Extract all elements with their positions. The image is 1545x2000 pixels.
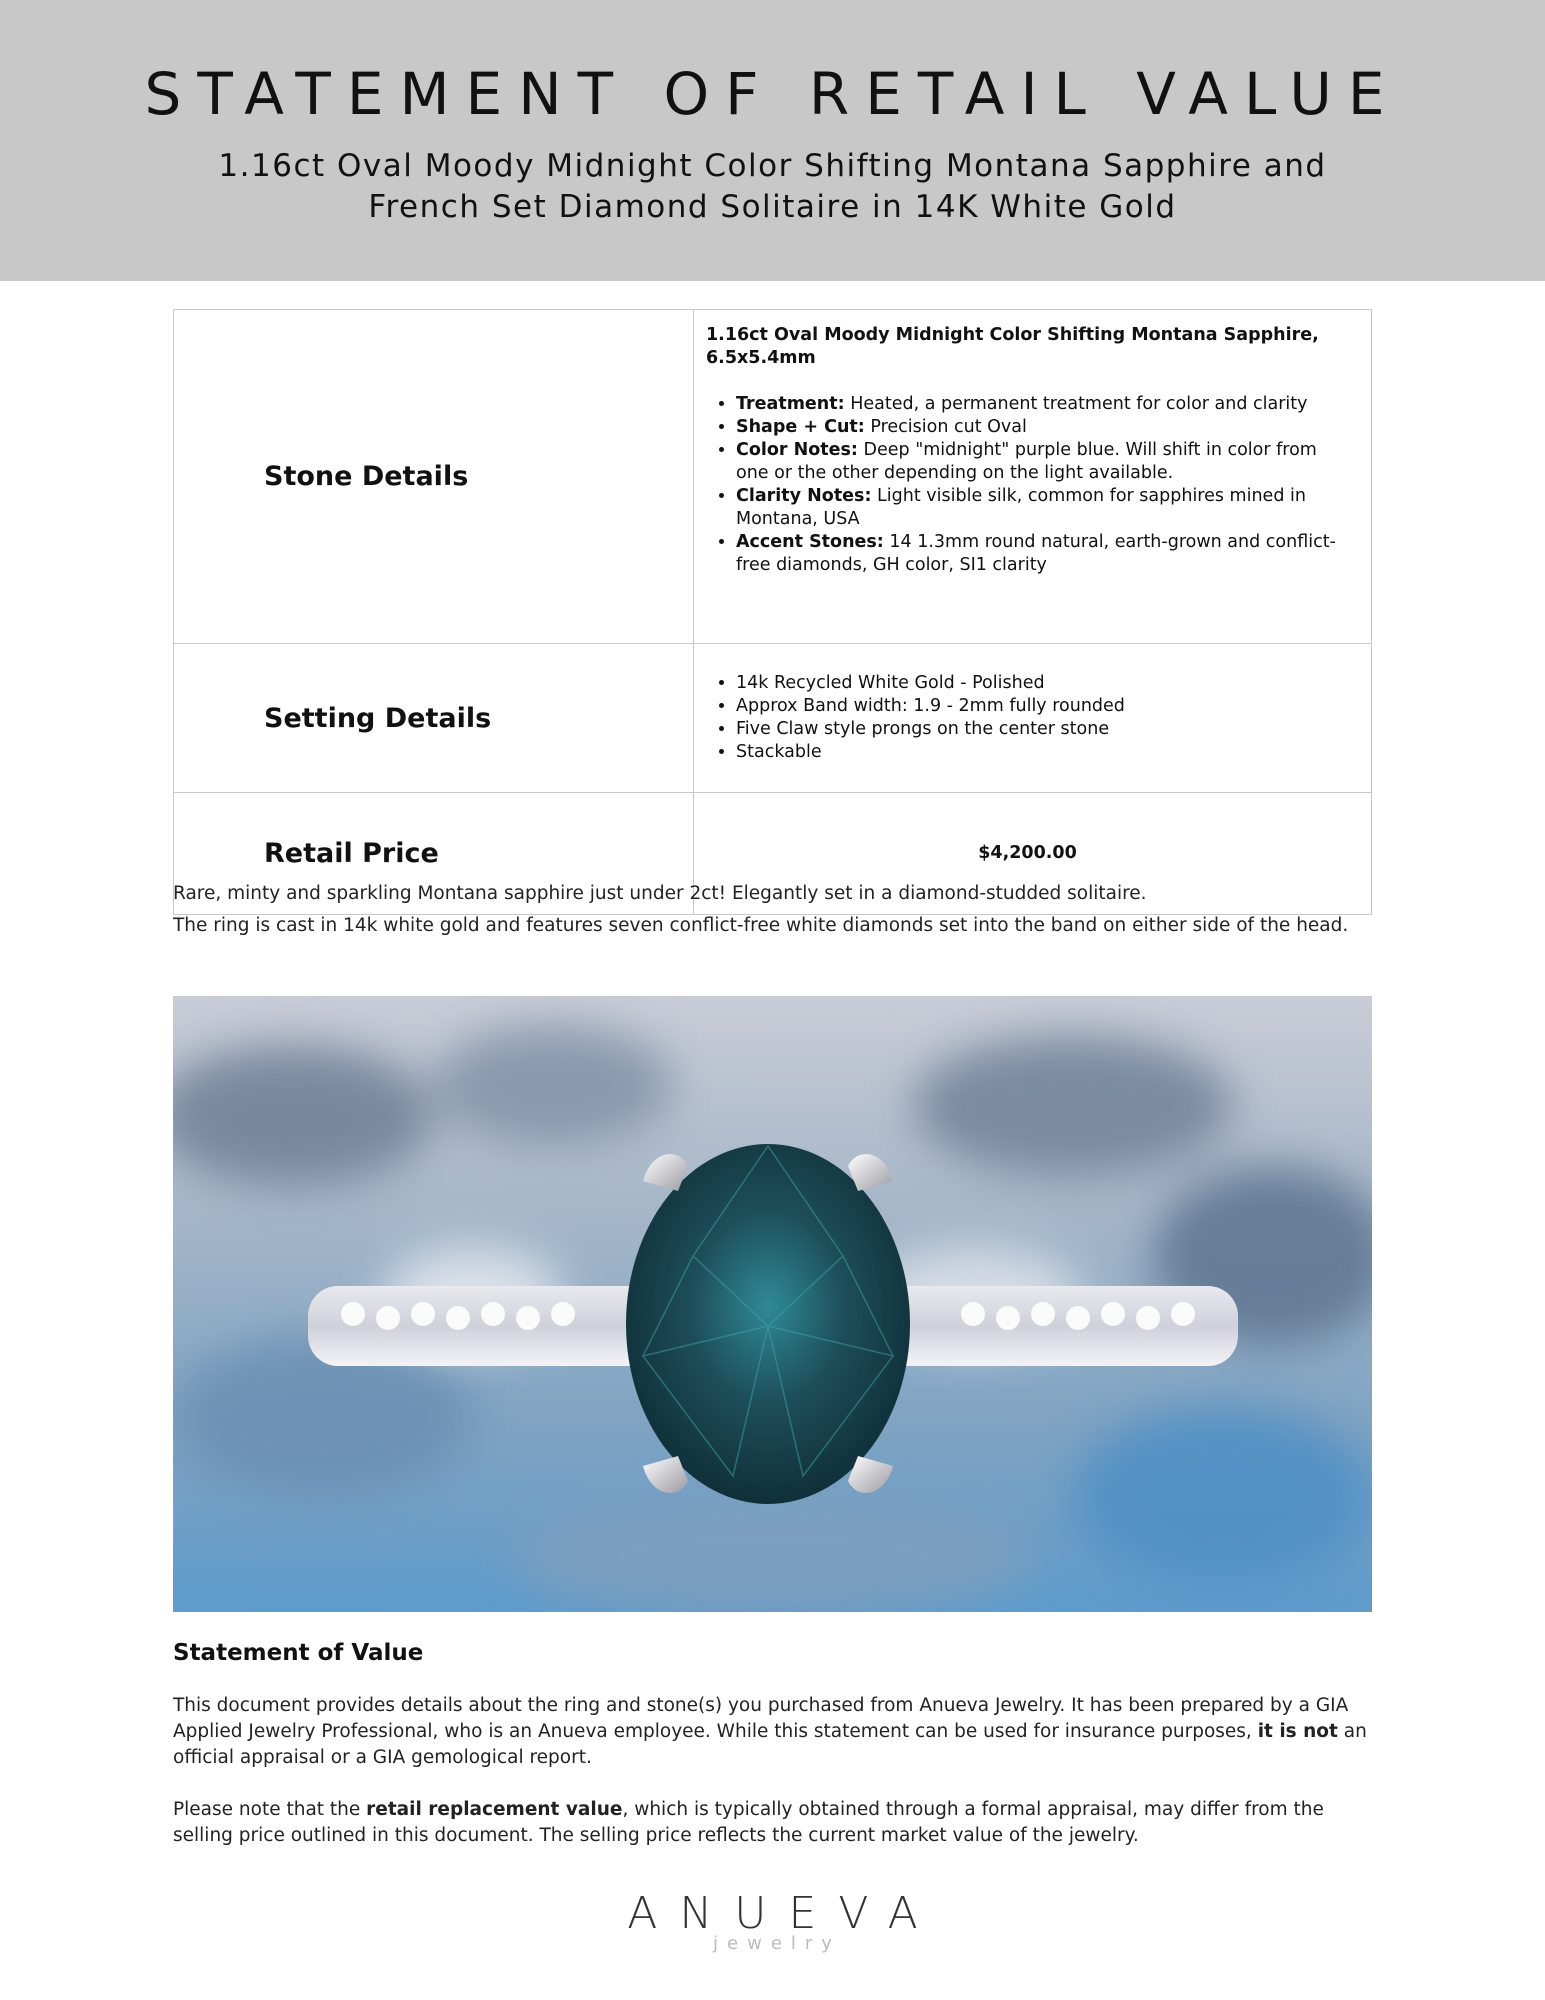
- setting-details-label: Setting Details: [264, 702, 492, 734]
- stone-detail-label: Accent Stones:: [736, 532, 884, 552]
- setting-details-list: [706, 672, 1349, 764]
- statement-p2-text: Please note that the: [173, 1799, 367, 1820]
- ring-photo: [173, 996, 1372, 1612]
- description-line-1: Rare, minty and sparkling Montana sapphire just under 2ct! Elegantly set in a diamond-studded solitaire.: [173, 883, 1147, 904]
- statement-p1-text: This document provides details about the ring and stone(s) you purchased from Anueva Jewelry. It has been prepared by a GIA Applied Jewelry Professional, who is an Anueva employee. While this statement can be used for insurance purposes,: [173, 1695, 1349, 1742]
- statement-p1-bold: it is not: [1257, 1721, 1338, 1742]
- setting-details-row: [174, 644, 1372, 793]
- details-table: [173, 309, 1372, 915]
- statement-of-value-body: [173, 1693, 1378, 1875]
- stone-detail-text: Precision cut Oval: [870, 417, 1027, 437]
- stone-detail-item: [736, 393, 1349, 416]
- stone-detail-item: [736, 485, 1349, 531]
- statement-p2-bold: retail replacement value: [366, 1799, 623, 1820]
- stone-details-label-cell: [174, 310, 694, 644]
- stone-detail-text: Deep "midnight" purple blue. Will shift in color from one or the other depending on the light available.: [736, 440, 1317, 483]
- stone-detail-item: [736, 416, 1349, 439]
- setting-details-value-cell: [694, 644, 1372, 793]
- stone-details-label: Stone Details: [264, 461, 469, 492]
- stone-detail-text: 14 1.3mm round natural, earth-grown and conflict-free diamonds, GH color, SI1 clarity: [736, 532, 1336, 575]
- stone-detail-label: Treatment:: [736, 394, 845, 414]
- stone-detail-item: [736, 439, 1349, 485]
- setting-detail-item: • Five Claw style prongs on the center stone: [736, 718, 1349, 741]
- document-title: STATEMENT OF RETAIL VALUE: [144, 60, 1401, 128]
- retail-price-label: Retail Price: [264, 838, 439, 869]
- statement-paragraph-2: [173, 1797, 1378, 1849]
- stone-detail-label: Clarity Notes:: [736, 486, 872, 506]
- ring-description: [173, 878, 1372, 942]
- logo-wordmark: ANUEVA: [627, 1888, 940, 1939]
- stone-detail-label: Shape + Cut:: [736, 417, 865, 437]
- stone-details-row: [174, 310, 1372, 644]
- logo-tagline: jewelry: [713, 1933, 841, 1954]
- stone-detail-text: Heated, a permanent treatment for color and clarity: [850, 394, 1308, 414]
- stone-detail-label: Color Notes:: [736, 440, 858, 460]
- stone-detail-item: [736, 531, 1349, 577]
- setting-detail-item: • Stackable: [736, 741, 1349, 764]
- setting-detail-item: • 14k Recycled White Gold - Polished: [736, 672, 1349, 695]
- anueva-logo: [0, 1888, 1545, 1954]
- ring-illustration: [173, 996, 1372, 1612]
- description-line-2: The ring is cast in 14k white gold and features seven conflict-free white diamonds set into the band on either side of the head.: [173, 915, 1349, 936]
- stone-heading-line-1: 1.16ct Oval Moody Midnight Color Shifting Montana Sapphire,: [706, 325, 1319, 345]
- statement-paragraph-1: [173, 1693, 1378, 1771]
- stone-heading: [706, 324, 1349, 370]
- setting-details-label-cell: [174, 644, 694, 793]
- stone-details-list: [706, 393, 1349, 577]
- stone-details-value-cell: [694, 310, 1372, 644]
- stone-detail-text: Light visible silk, common for sapphires mined in Montana, USA: [736, 486, 1306, 529]
- statement-p1-end: an official appraisal or a GIA gemological report.: [173, 1721, 1367, 1768]
- retail-price-value: $4,200.00: [694, 793, 1372, 915]
- document-subtitle: [200, 146, 1345, 228]
- statement-of-value-title: Statement of Value: [173, 1640, 424, 1666]
- stone-heading-line-2: 6.5x5.4mm: [706, 348, 816, 368]
- subtitle-line-2: French Set Diamond Solitaire in 14K White Gold: [368, 189, 1177, 225]
- subtitle-line-1: 1.16ct Oval Moody Midnight Color Shifting Montana Sapphire and: [218, 148, 1327, 184]
- statement-p2-end: , which is typically obtained through a formal appraisal, may differ from the selling price outlined in this document. The selling price reflects the current market value of the jewelry.: [173, 1799, 1324, 1846]
- header-banner: [0, 0, 1545, 281]
- setting-detail-item: • Approx Band width: 1.9 - 2mm fully rounded: [736, 695, 1349, 718]
